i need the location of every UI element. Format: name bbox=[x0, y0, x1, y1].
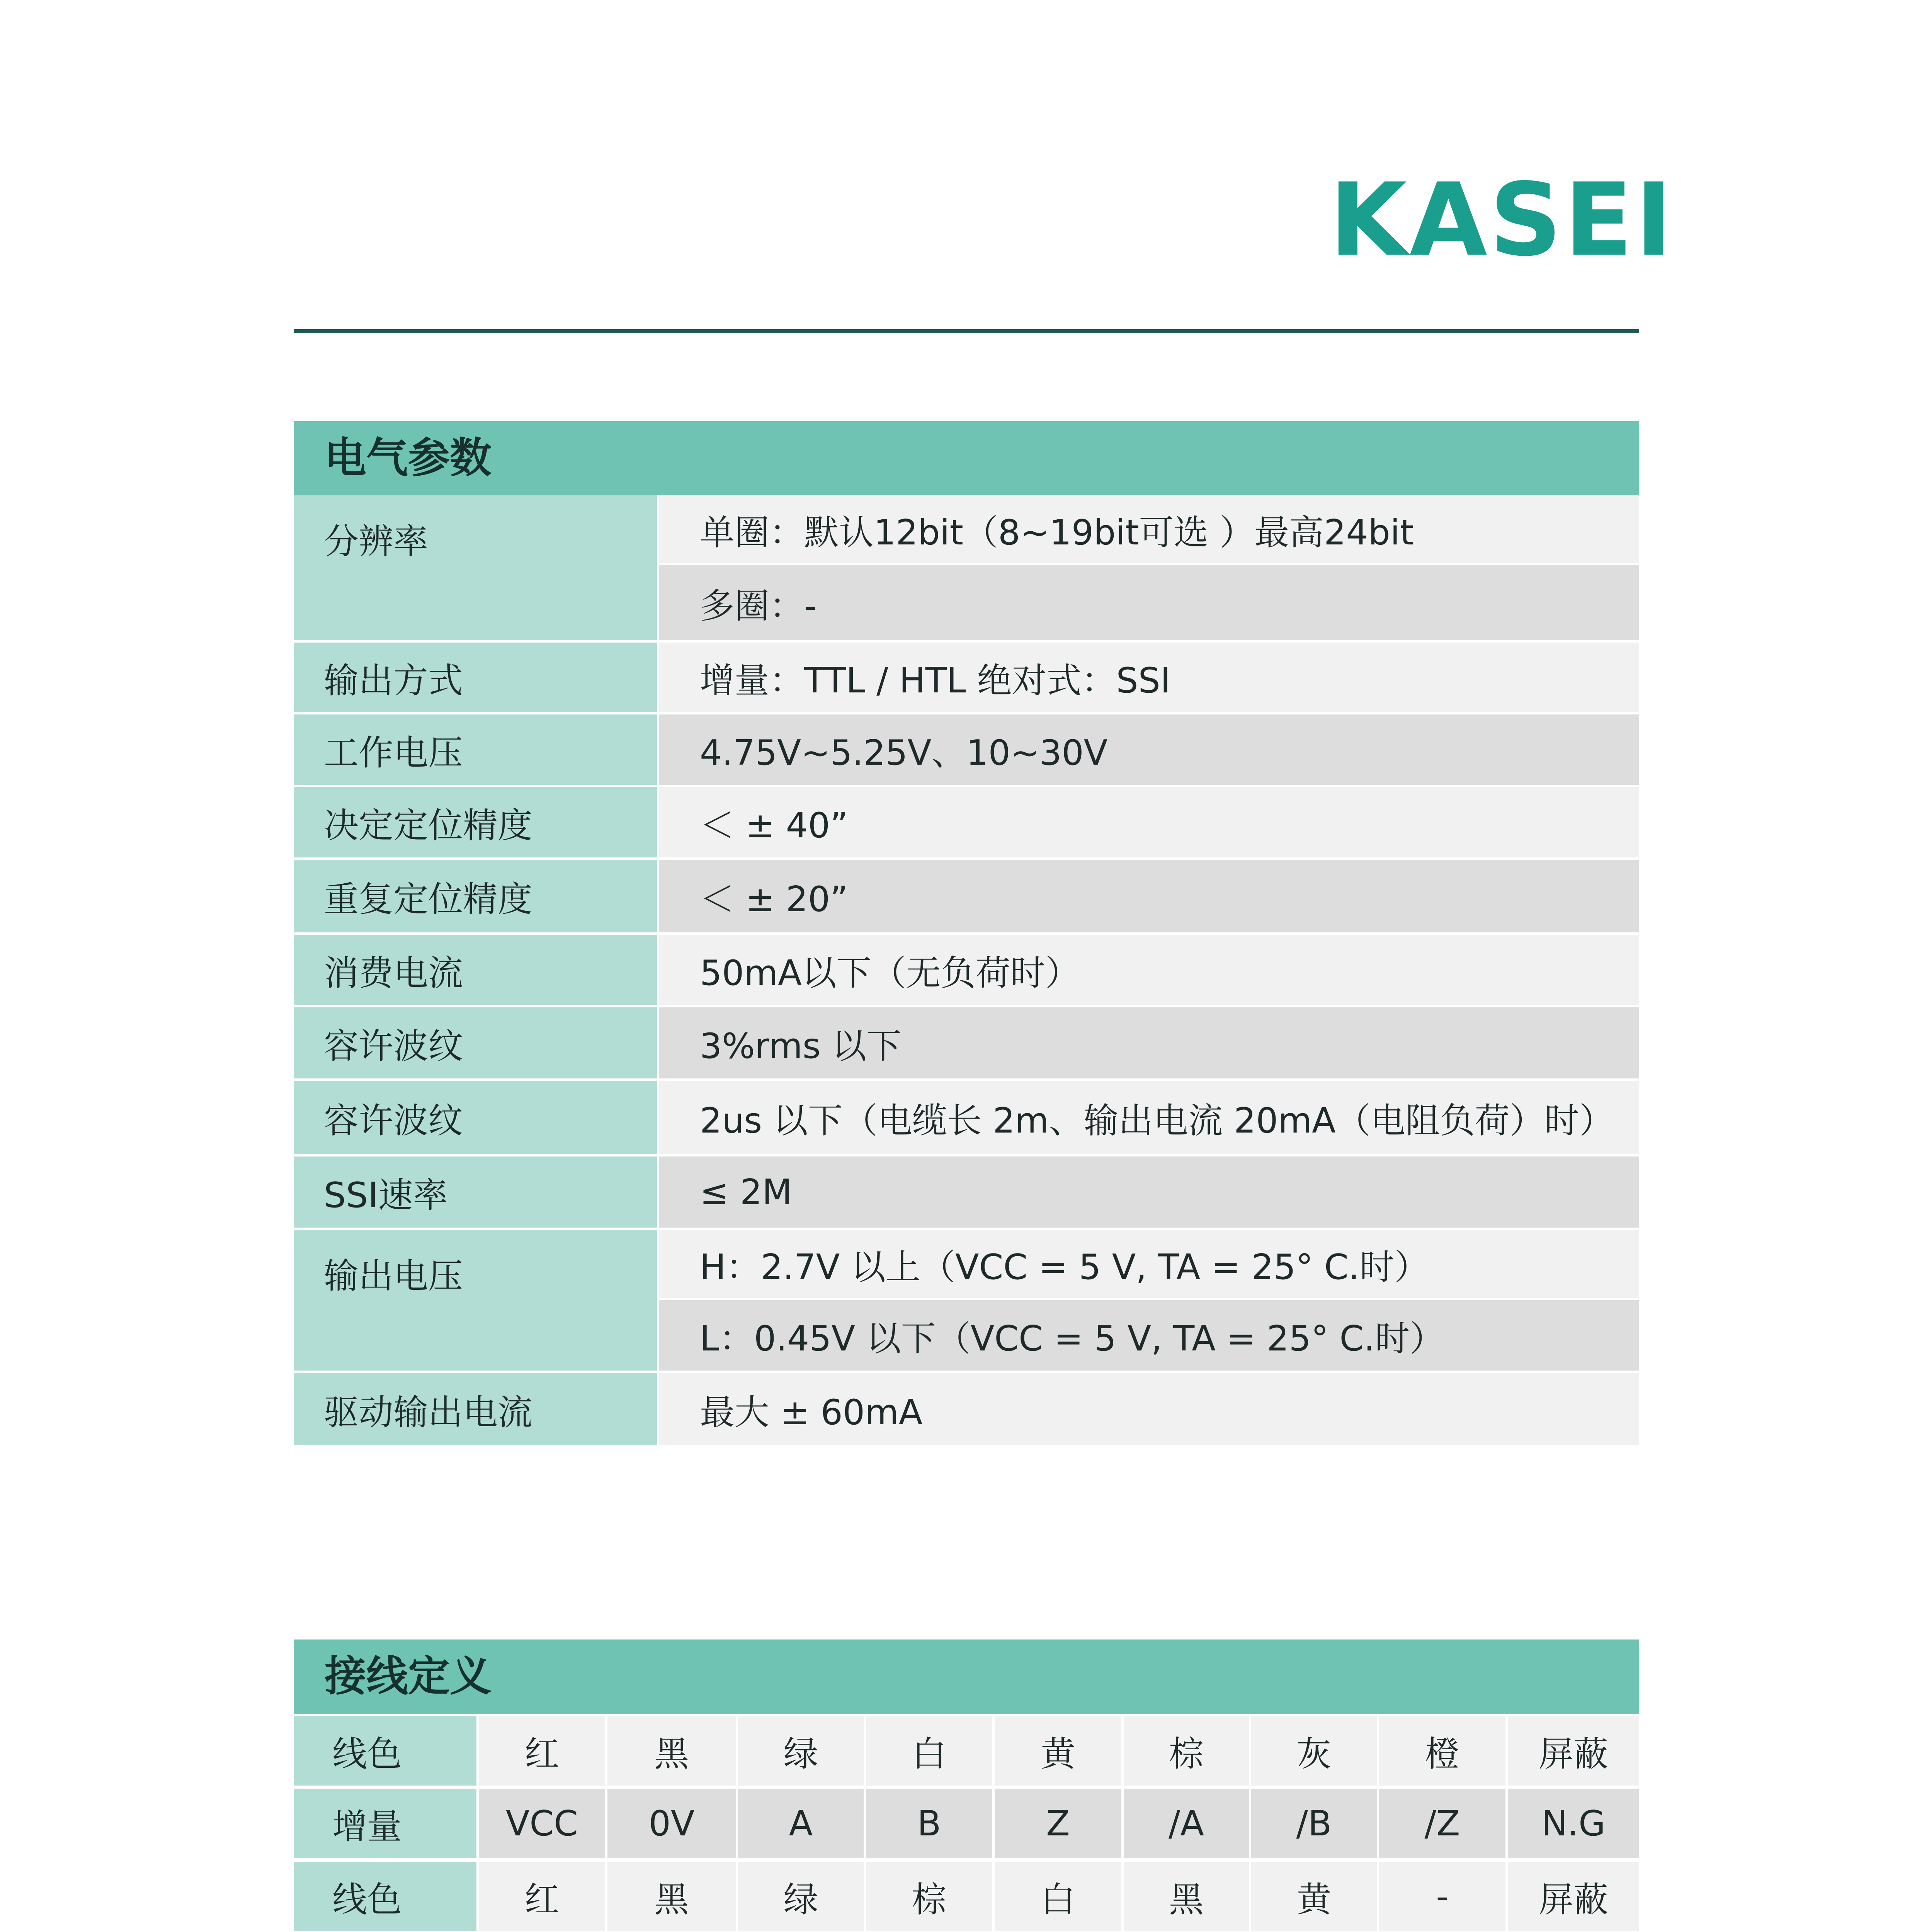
wiring-cell: VCC bbox=[479, 1789, 605, 1858]
wiring-cell: /Z bbox=[1379, 1789, 1505, 1858]
wiring-cell: /A bbox=[1124, 1789, 1249, 1858]
wiring-cell: 棕 bbox=[1124, 1716, 1249, 1786]
wiring-cell: 红 bbox=[479, 1716, 605, 1786]
spec-value-current: 50mA以下（无负荷时） bbox=[659, 935, 1639, 1005]
wiring-cell: 黑 bbox=[1124, 1862, 1249, 1931]
wiring-row-label: 线色 bbox=[294, 1862, 476, 1931]
wiring-cell: 屏蔽 bbox=[1508, 1716, 1639, 1786]
wiring-cell: 绿 bbox=[738, 1716, 864, 1786]
wiring-cell: 屏蔽 bbox=[1508, 1862, 1639, 1931]
spec-value-ripple-1: 3%rms 以下 bbox=[659, 1007, 1639, 1078]
wiring-cell: 黑 bbox=[607, 1862, 736, 1931]
wiring-cell: 黄 bbox=[995, 1716, 1121, 1786]
wiring-cell: A bbox=[738, 1789, 864, 1858]
spec-value-output-voltage-low: L：0.45V 以下（VCC = 5 V, TA = 25° C.时） bbox=[659, 1300, 1639, 1371]
wiring-title: 接线定义 bbox=[294, 1639, 1639, 1714]
wiring-cell: B bbox=[866, 1789, 992, 1858]
electrical-title: 电气参数 bbox=[294, 421, 1639, 495]
brand-logo: KASEI bbox=[1329, 162, 1675, 279]
spec-label-ripple-1: 容许波纹 bbox=[294, 1007, 657, 1078]
spec-label-output-mode: 输出方式 bbox=[294, 643, 657, 712]
spec-value-voltage: 4.75V~5.25V、10~30V bbox=[659, 714, 1639, 785]
wiring-row-label: 增量 bbox=[294, 1789, 476, 1858]
wiring-cell: Z bbox=[995, 1789, 1121, 1858]
spec-value-output-mode: 增量：TTL / HTL 绝对式：SSI bbox=[659, 643, 1639, 712]
wiring-cell: 白 bbox=[995, 1862, 1121, 1931]
wiring-row-label: 线色 bbox=[294, 1716, 476, 1786]
spec-value-drive-current: 最大 ± 60mA bbox=[659, 1373, 1639, 1445]
wiring-cell: 黄 bbox=[1251, 1862, 1377, 1931]
header-divider bbox=[294, 329, 1639, 333]
spec-label-resolution: 分辨率 bbox=[294, 495, 657, 640]
spec-label-current: 消费电流 bbox=[294, 935, 657, 1005]
spec-value-output-voltage-high: H：2.7V 以上（VCC = 5 V, TA = 25° C.时） bbox=[659, 1230, 1639, 1298]
spec-value-ssi-rate: ≤ 2M bbox=[659, 1156, 1639, 1228]
wiring-cell: 红 bbox=[479, 1862, 605, 1931]
wiring-cell: N.G bbox=[1508, 1789, 1639, 1858]
wiring-cell: 黑 bbox=[607, 1716, 736, 1786]
spec-label-ripple-2: 容许波纹 bbox=[294, 1081, 657, 1154]
spec-value-ripple-2: 2us 以下（电缆长 2m、输出电流 20mA（电阻负荷）时） bbox=[659, 1081, 1639, 1154]
wiring-cell: /B bbox=[1251, 1789, 1377, 1858]
wiring-cell: 白 bbox=[866, 1716, 992, 1786]
spec-value-rep-accuracy: ＜ ± 20” bbox=[659, 860, 1639, 932]
wiring-cell: 绿 bbox=[738, 1862, 864, 1931]
wiring-cell: - bbox=[1379, 1862, 1505, 1931]
spec-value-resolution-multi: 多圈：- bbox=[659, 565, 1639, 640]
wiring-cell: 0V bbox=[607, 1789, 736, 1858]
spec-value-resolution-single: 单圈：默认12bit（8~19bit可选 ）最高24bit bbox=[659, 495, 1639, 563]
wiring-cell: 橙 bbox=[1379, 1716, 1505, 1786]
wiring-cell: 灰 bbox=[1251, 1716, 1377, 1786]
spec-label-output-voltage: 输出电压 bbox=[294, 1230, 657, 1371]
spec-label-abs-accuracy: 决定定位精度 bbox=[294, 787, 657, 857]
spec-label-voltage: 工作电压 bbox=[294, 714, 657, 785]
wiring-cell: 棕 bbox=[866, 1862, 992, 1931]
spec-label-ssi-rate: SSI速率 bbox=[294, 1156, 657, 1228]
spec-label-rep-accuracy: 重复定位精度 bbox=[294, 860, 657, 932]
spec-label-drive-current: 驱动输出电流 bbox=[294, 1373, 657, 1445]
spec-value-abs-accuracy: ＜ ± 40” bbox=[659, 787, 1639, 857]
